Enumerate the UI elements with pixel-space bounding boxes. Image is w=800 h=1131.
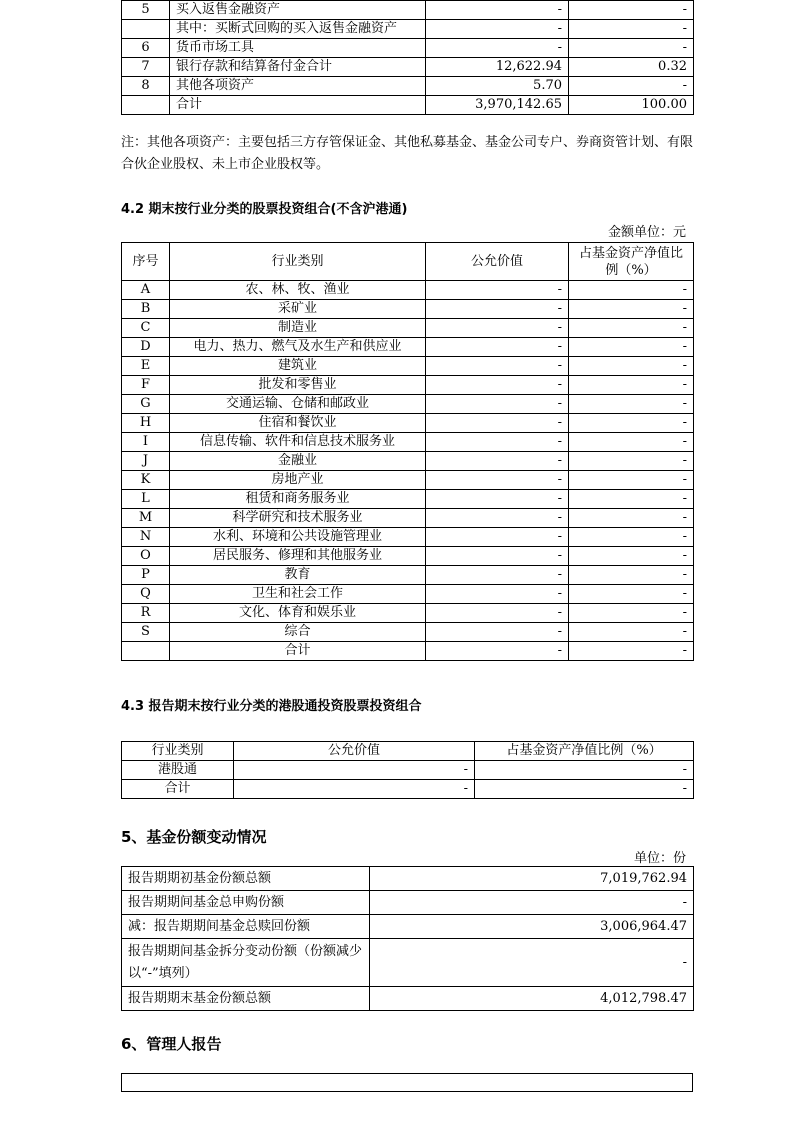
fund-share-change-table xyxy=(121,866,694,1011)
section-4-2-title: 4.2 期末按行业分类的股票投资组合(不含沪港通) xyxy=(121,202,408,217)
industry-fair-value: - xyxy=(426,357,569,376)
share-change-label: 报告期期间基金总申购份额 xyxy=(122,891,370,915)
row-ratio: - xyxy=(569,77,694,96)
table-row xyxy=(122,566,694,585)
row-ratio: - xyxy=(569,1,694,20)
table-row xyxy=(122,604,694,623)
industry-fair-value: - xyxy=(426,433,569,452)
table-row xyxy=(122,414,694,433)
hk-header-nav-ratio: 占基金资产净值比例（%） xyxy=(475,742,694,761)
share-change-value: - xyxy=(370,891,694,915)
industry-code: R xyxy=(122,604,170,623)
row-value: - xyxy=(426,39,569,58)
industry-code: A xyxy=(122,281,170,300)
industry-code xyxy=(122,642,170,661)
industry-code: I xyxy=(122,433,170,452)
share-change-value: 7,019,762.94 xyxy=(370,867,694,891)
header-no: 序号 xyxy=(122,243,170,281)
row-value: - xyxy=(426,20,569,39)
section-4-2-unit: 金额单位：元 xyxy=(607,225,686,240)
industry-name: 科学研究和技术服务业 xyxy=(170,509,426,528)
industry-nav-ratio: - xyxy=(569,414,694,433)
share-change-label: 报告期期间基金拆分变动份额（份额减少以“-”填列） xyxy=(122,939,370,987)
industry-nav-ratio: - xyxy=(569,509,694,528)
row-value: - xyxy=(426,1,569,20)
table-row xyxy=(122,319,694,338)
row-ratio: 100.00 xyxy=(569,96,694,115)
industry-nav-ratio: - xyxy=(569,338,694,357)
industry-nav-ratio: - xyxy=(569,642,694,661)
industry-fair-value: - xyxy=(426,528,569,547)
hk-connect-table xyxy=(121,741,694,799)
row-item: 其中：买断式回购的买入返售金融资产 xyxy=(170,20,426,39)
row-number: 5 xyxy=(122,1,170,20)
row-item: 其他各项资产 xyxy=(170,77,426,96)
row-value: 12,622.94 xyxy=(426,58,569,77)
industry-fair-value: - xyxy=(426,452,569,471)
industry-name: 综合 xyxy=(170,623,426,642)
share-change-value: - xyxy=(370,939,694,987)
header-nav-ratio: 占基金资产净值比例（%） xyxy=(569,243,694,281)
industry-fair-value: - xyxy=(426,471,569,490)
industry-code: O xyxy=(122,547,170,566)
table-row xyxy=(122,96,694,115)
industry-fair-value: - xyxy=(426,414,569,433)
industry-fair-value: - xyxy=(426,604,569,623)
table-row xyxy=(122,891,694,915)
industry-nav-ratio: - xyxy=(569,395,694,414)
table-row xyxy=(122,471,694,490)
industry-fair-value: - xyxy=(426,623,569,642)
row-item: 银行存款和结算备付金合计 xyxy=(170,58,426,77)
table-row xyxy=(122,547,694,566)
section-4-3-title: 4.3 报告期末按行业分类的港股通投资股票投资组合 xyxy=(121,699,422,714)
industry-name: 卫生和社会工作 xyxy=(170,585,426,604)
industry-code: Q xyxy=(122,585,170,604)
header-fair-value: 公允价值 xyxy=(426,243,569,281)
industry-fair-value: - xyxy=(426,319,569,338)
industry-fair-value: - xyxy=(426,300,569,319)
industry-nav-ratio: - xyxy=(569,490,694,509)
industry-stock-table xyxy=(121,242,694,661)
industry-nav-ratio: - xyxy=(569,319,694,338)
row-item: 买入返售金融资产 xyxy=(170,1,426,20)
table-row xyxy=(122,376,694,395)
industry-nav-ratio: - xyxy=(569,585,694,604)
share-change-value: 4,012,798.47 xyxy=(370,987,694,1011)
table-row xyxy=(122,528,694,547)
industry-nav-ratio: - xyxy=(569,433,694,452)
table-row xyxy=(122,300,694,319)
industry-name: 合计 xyxy=(170,642,426,661)
industry-name: 信息传输、软件和信息技术服务业 xyxy=(170,433,426,452)
industry-name: 教育 xyxy=(170,566,426,585)
manager-report-cell xyxy=(122,1074,693,1092)
share-change-label: 报告期期初基金份额总额 xyxy=(122,867,370,891)
industry-code: K xyxy=(122,471,170,490)
table-row xyxy=(122,58,694,77)
hk-fair-value: - xyxy=(234,780,475,799)
table-row xyxy=(122,1,694,20)
hk-category: 合计 xyxy=(122,780,234,799)
row-number: 6 xyxy=(122,39,170,58)
table-row xyxy=(122,338,694,357)
table-row xyxy=(122,39,694,58)
row-number: 7 xyxy=(122,58,170,77)
table-row xyxy=(122,77,694,96)
industry-nav-ratio: - xyxy=(569,357,694,376)
hk-nav-ratio: - xyxy=(475,761,694,780)
industry-name: 水利、环境和公共设施管理业 xyxy=(170,528,426,547)
row-number: 8 xyxy=(122,77,170,96)
section-5-title: 5、基金份额变动情况 xyxy=(121,828,267,846)
hk-header-fair-value: 公允价值 xyxy=(234,742,475,761)
table-row xyxy=(122,281,694,300)
industry-code: F xyxy=(122,376,170,395)
industry-name: 金融业 xyxy=(170,452,426,471)
header-category: 行业类别 xyxy=(170,243,426,281)
table-row xyxy=(122,623,694,642)
row-item: 合计 xyxy=(170,96,426,115)
industry-fair-value: - xyxy=(426,281,569,300)
other-assets-note: 注：其他各项资产：主要包括三方存管保证金、其他私募基金、基金公司专户、券商资管计划、有限合伙企业股权、未上市企业股权等。 xyxy=(121,135,694,172)
table-row xyxy=(122,585,694,604)
industry-nav-ratio: - xyxy=(569,604,694,623)
industry-name: 制造业 xyxy=(170,319,426,338)
table-row xyxy=(122,867,694,891)
share-change-label: 报告期期末基金份额总额 xyxy=(122,987,370,1011)
industry-nav-ratio: - xyxy=(569,528,694,547)
industry-name: 交通运输、仓储和邮政业 xyxy=(170,395,426,414)
table-row xyxy=(122,642,694,661)
industry-nav-ratio: - xyxy=(569,547,694,566)
industry-fair-value: - xyxy=(426,642,569,661)
industry-code: G xyxy=(122,395,170,414)
industry-code: L xyxy=(122,490,170,509)
industry-code: C xyxy=(122,319,170,338)
industry-nav-ratio: - xyxy=(569,300,694,319)
industry-code: M xyxy=(122,509,170,528)
industry-name: 租赁和商务服务业 xyxy=(170,490,426,509)
table-row xyxy=(122,395,694,414)
industry-fair-value: - xyxy=(426,547,569,566)
industry-fair-value: - xyxy=(426,395,569,414)
industry-name: 批发和零售业 xyxy=(170,376,426,395)
section-5-unit: 单位：份 xyxy=(633,851,686,866)
row-item: 货币市场工具 xyxy=(170,39,426,58)
industry-code: D xyxy=(122,338,170,357)
manager-report-box xyxy=(121,1073,693,1092)
industry-code: B xyxy=(122,300,170,319)
section-6-title: 6、管理人报告 xyxy=(121,1035,222,1053)
industry-nav-ratio: - xyxy=(569,623,694,642)
share-change-value: 3,006,964.47 xyxy=(370,915,694,939)
row-ratio: - xyxy=(569,20,694,39)
row-value: 3,970,142.65 xyxy=(426,96,569,115)
hk-fair-value: - xyxy=(234,761,475,780)
hk-category: 港股通 xyxy=(122,761,234,780)
share-change-label: 减：报告期期间基金总赎回份额 xyxy=(122,915,370,939)
table-row xyxy=(122,490,694,509)
row-number xyxy=(122,20,170,39)
table-row xyxy=(122,452,694,471)
industry-code: P xyxy=(122,566,170,585)
hk-header-category: 行业类别 xyxy=(122,742,234,761)
row-value: 5.70 xyxy=(426,77,569,96)
industry-name: 农、林、牧、渔业 xyxy=(170,281,426,300)
row-ratio: 0.32 xyxy=(569,58,694,77)
industry-code: H xyxy=(122,414,170,433)
industry-name: 居民服务、修理和其他服务业 xyxy=(170,547,426,566)
industry-fair-value: - xyxy=(426,338,569,357)
industry-fair-value: - xyxy=(426,376,569,395)
industry-nav-ratio: - xyxy=(569,566,694,585)
table-row xyxy=(122,939,694,987)
industry-fair-value: - xyxy=(426,490,569,509)
industry-fair-value: - xyxy=(426,509,569,528)
table-row xyxy=(122,915,694,939)
industry-code: S xyxy=(122,623,170,642)
industry-nav-ratio: - xyxy=(569,376,694,395)
hk-nav-ratio: - xyxy=(475,780,694,799)
table-row xyxy=(122,780,694,799)
industry-code: J xyxy=(122,452,170,471)
table-row xyxy=(122,509,694,528)
industry-code: N xyxy=(122,528,170,547)
industry-name: 电力、热力、燃气及水生产和供应业 xyxy=(170,338,426,357)
asset-allocation-table xyxy=(121,0,694,115)
industry-fair-value: - xyxy=(426,566,569,585)
industry-name: 建筑业 xyxy=(170,357,426,376)
table-row xyxy=(122,20,694,39)
industry-name: 房地产业 xyxy=(170,471,426,490)
industry-nav-ratio: - xyxy=(569,281,694,300)
industry-name: 住宿和餐饮业 xyxy=(170,414,426,433)
industry-nav-ratio: - xyxy=(569,471,694,490)
industry-fair-value: - xyxy=(426,585,569,604)
industry-nav-ratio: - xyxy=(569,452,694,471)
industry-code: E xyxy=(122,357,170,376)
table-row xyxy=(122,357,694,376)
industry-name: 采矿业 xyxy=(170,300,426,319)
table-row xyxy=(122,433,694,452)
table-row xyxy=(122,761,694,780)
table-row xyxy=(122,987,694,1011)
industry-name: 文化、体育和娱乐业 xyxy=(170,604,426,623)
row-ratio: - xyxy=(569,39,694,58)
row-number xyxy=(122,96,170,115)
